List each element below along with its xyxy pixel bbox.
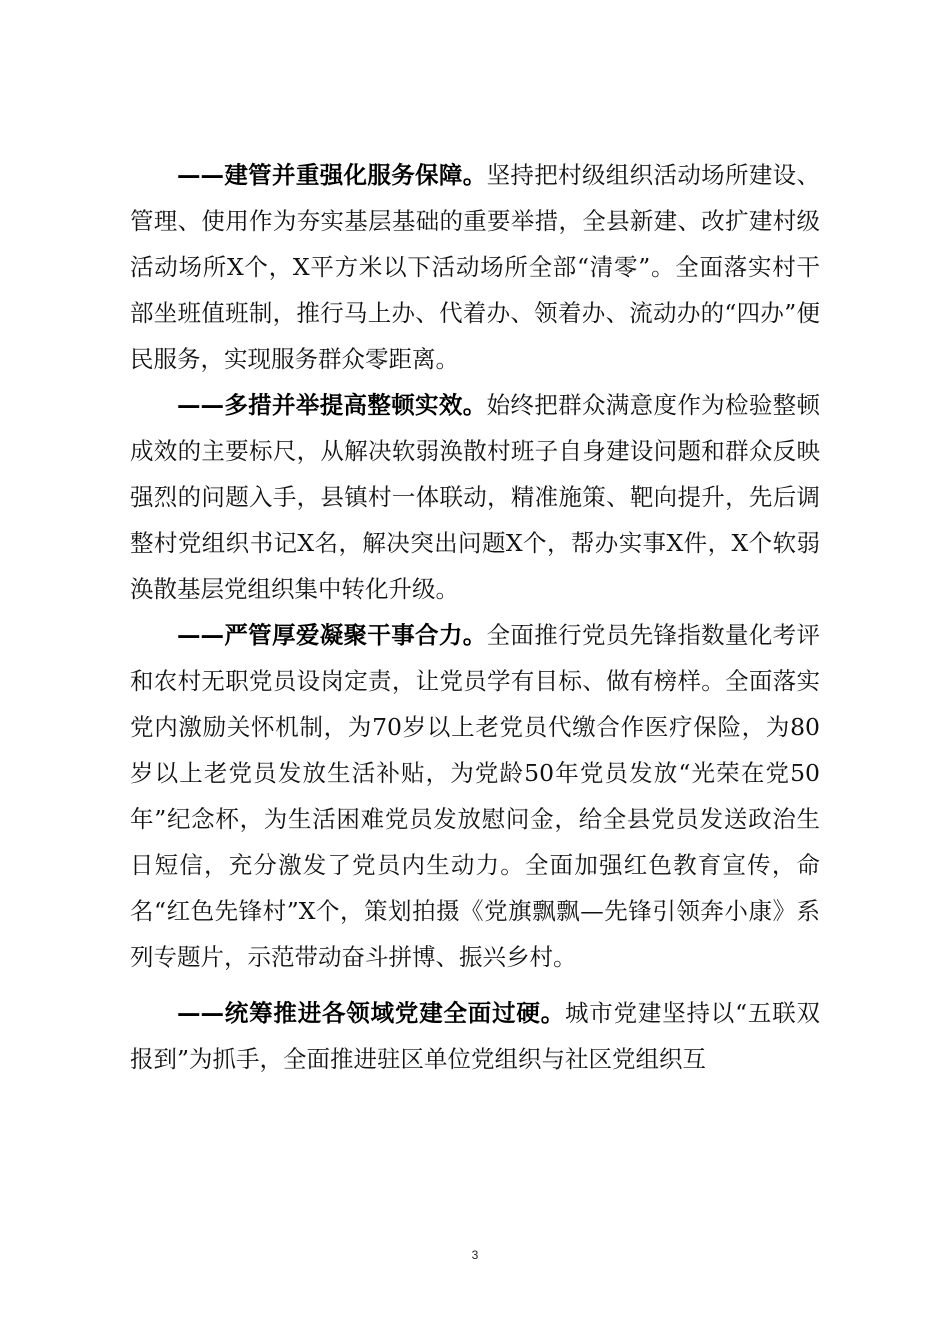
paragraph-text: 坚持把村级组织活动场所建设、管理、使用作为夯实基层基础的重要举措，全县新建、改扩建村级活动场所X个，X平方米以下活动场所全部“清零”。全面落实村干部坐班值班制，推行马上办、代着办、领着办、流动办的“四办”便民服务，实现服务群众零距离。 [130, 161, 821, 373]
paragraph-text: 始终把群众满意度作为检验整顿成效的主要标尺，从解决软弱涣散村班子自身建设问题和群众反映强烈的问题入手，县镇村一体联动，精准施策、靶向提升，先后调整村党组织书记X名，解决突出问题X个，帮办实事X件，X个软弱涣散基层党组织集中转化升级。 [130, 391, 821, 603]
paragraph-text: 城市党建坚持以“五联双报到”为抓手，全面推进驻区单位党组织与社区党组织互 [130, 999, 821, 1073]
paragraph-party-building [130, 990, 820, 1082]
paragraph-rectification [130, 382, 820, 612]
paragraph-heading: ——多措并举提高整顿实效。 [177, 391, 487, 419]
paragraph-service-guarantee [130, 152, 820, 382]
paragraph-text: 全面推行党员先锋指数量化考评和农村无职党员设岗定责，让党员学有目标、做有榜样。全面落实党内激励关怀机制，为70岁以上老党员代缴合作医疗保险，为80岁以上老党员发放生活补贴，为党龄50年党员发放“光荣在党50年”纪念杯，为生活困难党员发放慰问金，给全县党员发送政治生日短信，充分激发了党员内生动力。全面加强红色教育宣传，命名“红色先锋村”X个，策划拍摄《党旗飘飘—先锋引领奔小康》系列专题片，示范带动奋斗拼博、振兴乡村。 [130, 621, 821, 971]
paragraph-heading: ——严管厚爱凝聚干事合力。 [177, 621, 487, 649]
paragraph-heading: ——统筹推进各领域党建全面过硬。 [177, 999, 565, 1027]
paragraph-heading: ——建管并重强化服务保障。 [177, 161, 487, 189]
document-body [130, 150, 820, 1082]
paragraph-party-members [130, 612, 820, 980]
page-number: 3 [471, 1248, 479, 1262]
